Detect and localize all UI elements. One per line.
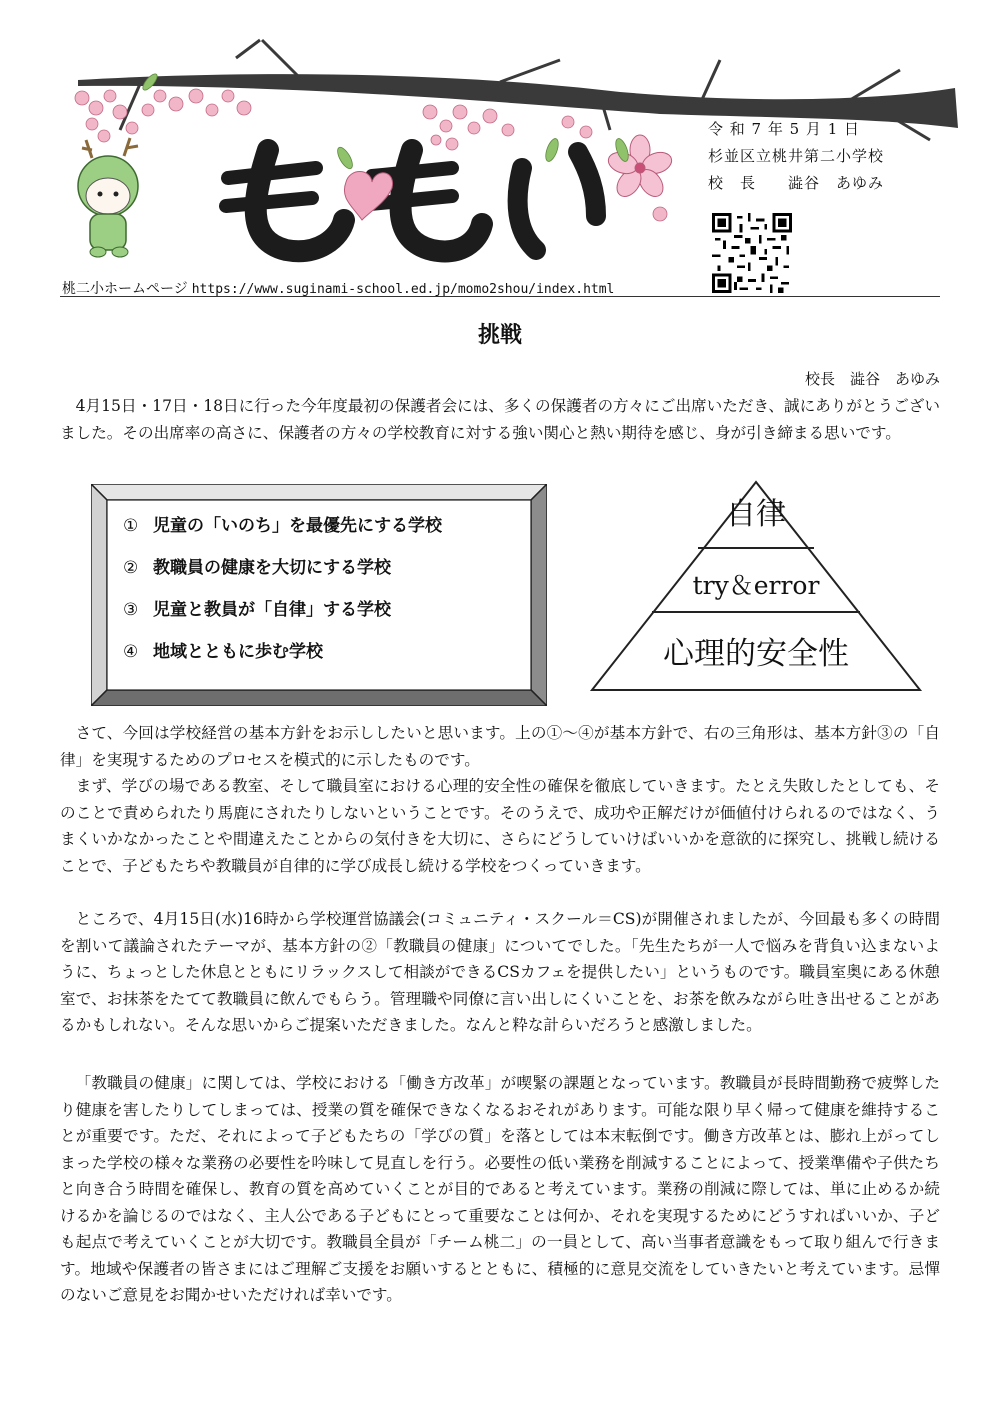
policy-text: 児童の「いのち」を最優先にする学校 [153,516,442,536]
mascot [78,138,138,257]
pyramid-bottom-label: 心理的安全性 [663,636,849,672]
homepage-url[interactable]: https://www.suginami-school.ed.jp/momo2shou/index.html [191,282,615,297]
policy-number: ② [123,558,139,578]
policy-text: 地域とともに歩む学校 [153,642,323,662]
principal-line: 校 長 澁谷 あゆみ [708,174,885,192]
pyramid-top-label: 自律 [726,497,786,532]
pyramid-diagram [588,472,924,694]
policy-item [123,595,523,637]
paragraph-5: 「教職員の健康」に関しては、学校における「働き方改革」が喫緊の課題となっています。教職員が長時間勤務で疲弊したり健康を害したりしてしまっては、授業の質を確保できなくなるおそれがあります。可能な限り早く帰って健康を維持することが重要です。ただ、それによって子どもたちの「学びの質」を落としては本末転倒です。働き方改革とは、膨れ上がってしまった学校の様々な業務の必要性を吟味して見直しを行う。必要性の低い業務を削減することによって、授業準備や子供たちと向き合う時間を確保し、教育の質を高めていくことが目的であると考えています。業務の削減に際しては、単に止めるか続けるかを論じるのではなく、主人公である子どもにとって重要なことは何か、それを実現するためにどうすればいいか、子ども起点で考えていくことが大切です。教職員全員が「チーム桃二」の一員として、高い当事者意識をもって取り組んで行きます。地域や保護者の皆さまにはご理解ご支援をお願いするとともに、積極的に意見交流をしていきたいと考えています。忌憚のないご意見をお聞かせいただければ幸いです。 [60,1074,940,1304]
policy-item [123,637,523,679]
policy-text: 教職員の健康を大切にする学校 [153,558,391,578]
qr-code[interactable] [712,213,792,293]
issue-date: 令 和 7 年 5 月 1 日 [708,120,861,138]
header-divider [60,296,940,297]
pyramid-middle-label: try＆error [692,571,820,600]
homepage-line [62,278,614,298]
policy-number: ① [123,516,139,536]
homepage-label: 桃二小ホームページ [62,281,188,297]
paragraph-2: さて、今回は学校経営の基本方針をお示ししたいと思います。上の①～④が基本方針で、右の三角形は、基本方針③の「自律」を実現するためのプロセスを模式的に示したものです。 [60,724,940,769]
paragraph-4: ところで、4月15日(水)16時から学校運営協議会(コミュニティ・スクール＝CS)が開催されましたが、今回最も多くの時間を割いて議論されたテーマが、基本方針の②「教職員の健康」についてでした。「先生たちが一人で悩みを背負い込まないように、ちょっとした休息とともにリラックスして相談ができるCSカフェを提供したい」というものです。職員室奥にある休憩室で、お抹茶をたてて教職員に飲んでもらう。管理職や同僚に言い出しにくいことを、お茶を飲みながら吐き出せることがあるかもしれない。そんな思いからご提案いただきました。なんと粋な計らいだろうと感激しました。 [60,910,940,1034]
issue-info [708,116,884,197]
paragraph-1: 4月15日・17日・18日に行った今年度最初の保護者会には、多くの保護者の方々にご出席いただき、誠にありがとうございました。その出席率の高さに、保護者の方々の学校教育に対する強い関心と熱い期待を感じ、身が引き締まる思いです。 [60,397,940,442]
policy-item [123,553,523,595]
policy-list [123,511,523,679]
policy-text: 児童と教員が「自律」する学校 [153,600,391,620]
policy-number: ③ [123,600,139,620]
paragraph-3: まず、学びの場である教室、そして職員室における心理的安全性の確保を徹底していきます。たとえ失敗したとしても、そのことで責められたり馬鹿にされたりしないということです。そのうえで、成功や正解だけが価値付けられるのではなく、うまくいかなかったことや間違えたことからの気付きを大切に、さらにどうしていけばいいかを意欲的に探究し、挑戦し続けることで、子どもたちや教職員が自律的に学び成長し続ける学校をつくっていきます。 [60,777,940,875]
school-name: 杉並区立桃井第二小学校 [708,147,885,165]
article-title: 挑戦 [477,323,522,348]
policy-item [123,511,523,553]
policy-number: ④ [123,642,139,662]
article-author: 校長 澁谷 あゆみ [804,370,940,388]
